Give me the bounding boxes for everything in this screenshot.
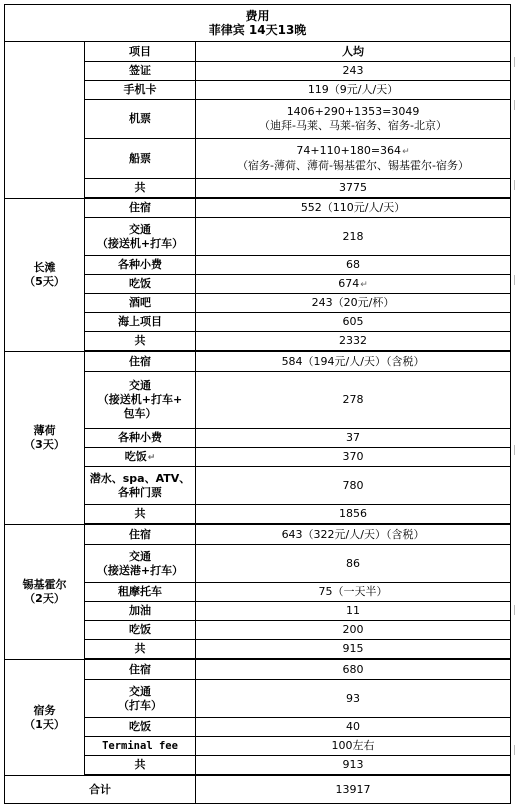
row-label: 租摩托车 [85,583,196,602]
row-label: 船票 [85,139,196,179]
row-value-cell [196,100,511,139]
general-group-cell [5,42,85,199]
row-value-cell [196,139,511,179]
row-label-detail: （接送港+打车） [96,563,184,577]
row-label-cell [85,545,196,583]
row-value: 915 [196,640,511,659]
row-value: 674 [338,276,360,290]
row-label: 机票 [85,100,196,139]
column-header-item: 项目 [85,42,196,62]
cost-table [4,4,511,804]
row-label: 住宿 [85,352,196,372]
group-name: 锡基霍尔 [22,578,67,591]
row-label-cell [85,372,196,429]
row-label-cell [85,680,196,718]
row-value-cell [196,275,511,294]
row-value: 3775 [196,179,511,198]
row-value: 218 [196,218,511,256]
row-value: 278 [196,372,511,429]
row-value: 37 [196,429,511,448]
row-value: 1406+290+1353=3049 [286,105,420,118]
row-value: 93 [196,680,511,718]
row-label: 住宿 [85,525,196,545]
return-mark-icon: ↵ [147,452,156,463]
row-value: 243（20元/杯） [196,294,511,313]
row-label: 吃饭 [85,275,196,294]
row-label-cell [85,448,196,467]
group-cell-changtan [5,199,85,352]
group-cell-bohol [5,352,85,525]
row-value: 1856 [196,505,511,524]
group-days: （2天） [24,592,65,605]
group-name: 宿务 [33,703,56,717]
row-value: 2332 [196,332,511,351]
row-label: 交通 [129,222,151,236]
row-value: 75（一天半） [196,583,511,602]
group-cell-cebu [5,660,85,776]
header-row [5,42,511,62]
row-label: 吃饭 [85,718,196,737]
total-row [5,776,511,804]
row-label: 住宿 [85,660,196,680]
group-days: （1天） [24,717,65,731]
row-label: 共 [85,640,196,659]
row-value: 11 [196,602,511,621]
table-title-cell [5,5,511,42]
row-label: 交通 [129,684,151,698]
row-label-cell [85,218,196,256]
row-value: 74+110+180=364 [296,144,402,157]
row-value: 100左右 [196,737,511,756]
row-label: 加油 [85,602,196,621]
row-label-detail: 包车） [123,407,157,420]
table-row [5,660,511,680]
row-value: 680 [196,660,511,680]
return-mark-icon: ↵ [402,147,410,157]
total-label: 合计 [5,776,196,804]
row-value: 86 [196,545,511,583]
row-value: 68 [196,256,511,275]
table-row [5,525,511,545]
row-value: 913 [196,756,511,775]
group-name: 薄荷 [33,424,56,437]
row-value: 552（110元/人/天） [196,199,511,218]
row-value: 643（322元/人/天）（含税） [196,525,511,545]
group-name: 长滩 [33,261,56,274]
row-label: 各种小费 [85,429,196,448]
row-label: 酒吧 [85,294,196,313]
table-title: 费用 [245,9,270,23]
row-label-detail: （打车） [118,698,162,712]
row-label: 交通 [129,549,151,563]
row-label: 共 [85,756,196,775]
row-value: 584（194元/人/天）（含税） [196,352,511,372]
row-label: 共 [85,332,196,351]
row-value: 780 [196,467,511,505]
row-value: 40 [196,718,511,737]
group-days: （3天） [24,438,65,451]
table-subtitle: 菲律宾 14天13晚 [208,23,307,37]
title-row [5,5,511,42]
row-value: 605 [196,313,511,332]
group-cell-siquijor [5,525,85,660]
row-note: （宿务-薄荷、薄荷-锡基霍尔、锡基霍尔-宿务） [237,159,469,172]
row-label-detail: （接送机+打车） [96,236,184,250]
column-header-per-person: 人均 [196,42,511,62]
table-row [5,352,511,372]
total-value: 13917 [196,776,511,804]
row-label: 共 [85,179,196,198]
row-note: （迪拜-马莱、马莱-宿务、宿务-北京） [259,119,447,132]
row-value: 370 [196,448,511,467]
table-row [5,199,511,218]
row-label: 交通 [129,379,151,392]
row-label: Terminal fee [85,737,196,756]
row-label: 各种小费 [85,256,196,275]
row-label: 签证 [85,62,196,81]
row-value: 119（9元/人/天） [196,81,511,100]
row-label: 共 [85,505,196,524]
row-label-detail: （接送机+打车+ [97,393,183,406]
group-days: （5天） [24,275,65,288]
row-label: 手机卡 [85,81,196,100]
row-value: 243 [196,62,511,81]
row-label: 海上项目 [85,313,196,332]
row-label: 潜水、spa、ATV、 [89,471,191,485]
return-mark-icon: ↵ [360,279,368,290]
row-label: 吃饭 [85,621,196,640]
row-label: 住宿 [85,199,196,218]
row-label-detail: 各种门票 [118,485,162,499]
row-label: 吃饭 [124,449,147,463]
row-label-cell [85,467,196,505]
row-value: 200 [196,621,511,640]
